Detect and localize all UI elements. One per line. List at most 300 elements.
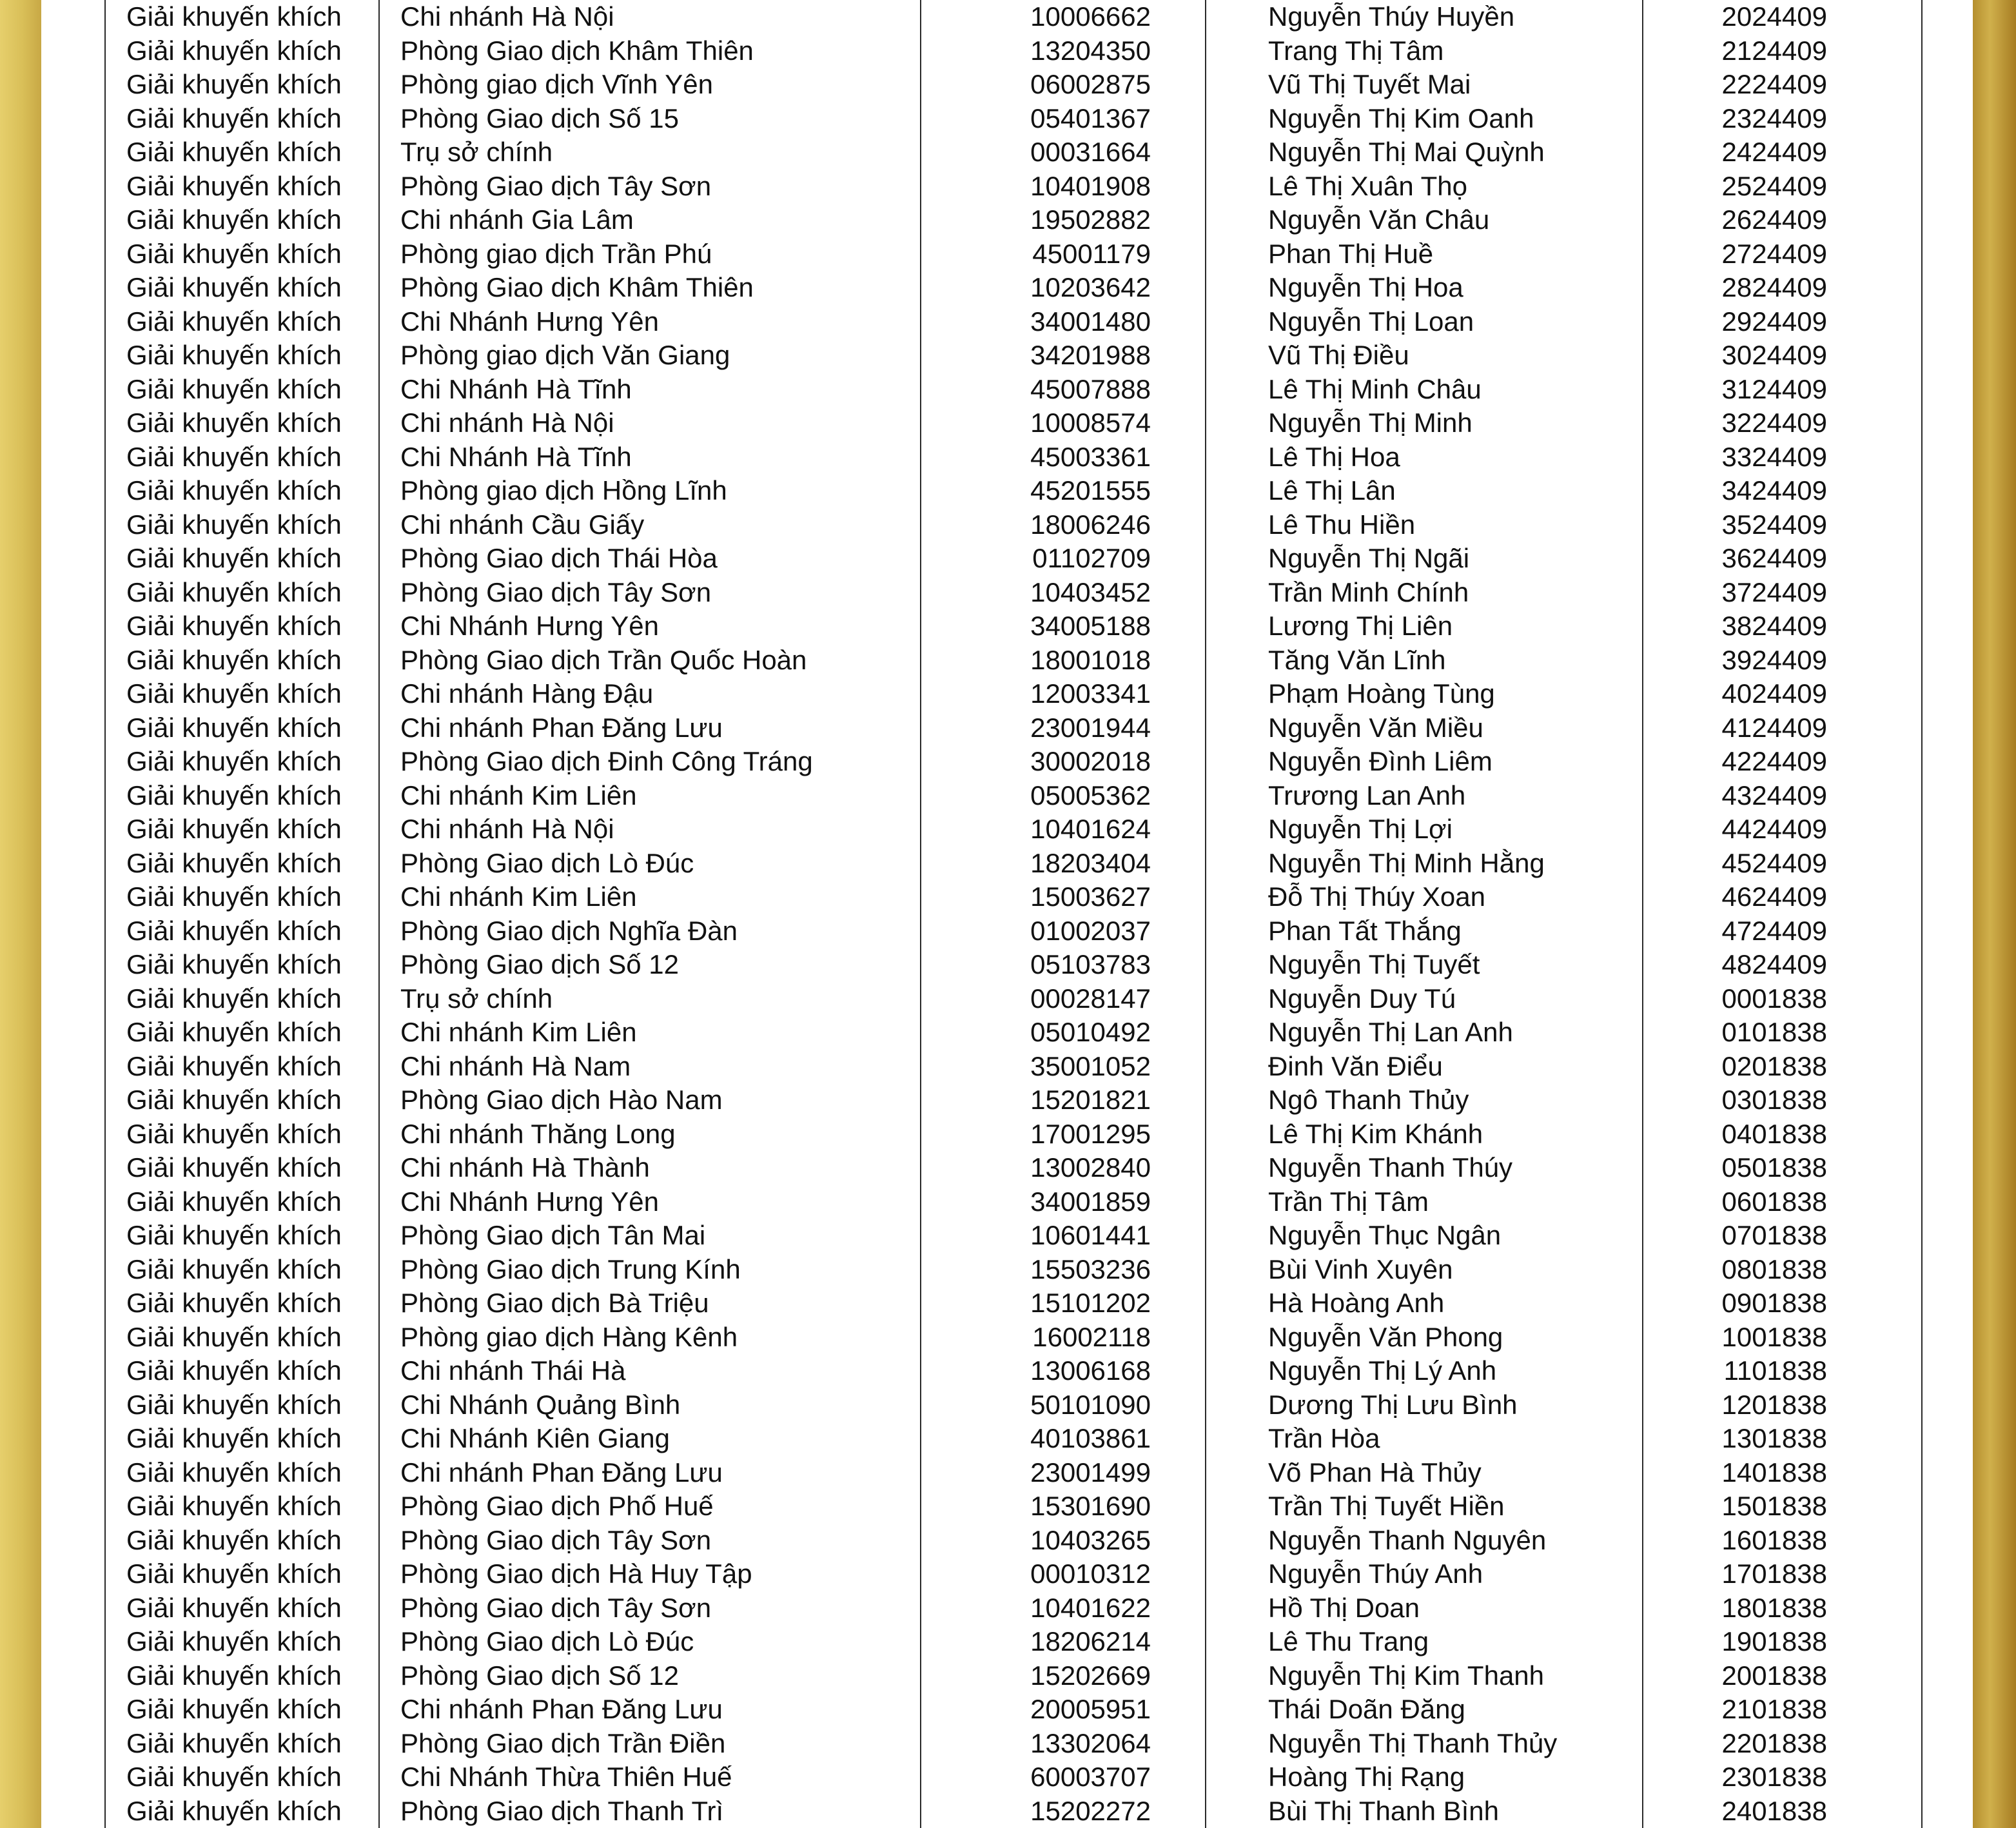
ticket-number-cell: 2024409 [1721,1,1827,32]
branch-cell: Trụ sở chính [400,137,553,168]
prize-cell: Giải khuyến khích [126,847,342,878]
ticket-number-cell: 0501838 [1721,1152,1827,1183]
table-row [104,1693,1923,1727]
prize-cell: Giải khuyến khích [126,408,342,438]
code-cell: 10401908 [1030,170,1151,201]
code-cell: 34005188 [1030,611,1151,642]
ticket-number-cell: 1701838 [1721,1558,1827,1589]
prize-cell: Giải khuyến khích [126,1,342,32]
code-cell: 34001480 [1030,306,1151,337]
code-cell: 05401367 [1030,103,1151,133]
branch-cell: Phòng Giao dịch Tân Mai [400,1220,706,1251]
prize-cell: Giải khuyến khích [126,1457,342,1488]
code-cell: 17001295 [1030,1118,1151,1149]
prize-cell: Giải khuyến khích [126,678,342,709]
code-cell: 01102709 [1032,543,1151,574]
winner-name-cell: Lê Thị Hoa [1268,441,1400,472]
branch-cell: Chi nhánh Hà Nam [400,1050,631,1081]
branch-cell: Phòng giao dịch Trần Phú [400,238,712,269]
table-row [104,880,1923,914]
branch-cell: Phòng Giao dịch Số 15 [400,103,679,133]
prize-cell: Giải khuyến khích [126,1152,342,1183]
winner-name-cell: Nguyễn Đình Liêm [1268,746,1492,777]
winner-name-cell: Nguyễn Thị Lý Anh [1268,1355,1497,1386]
ticket-number-cell: 4424409 [1721,814,1827,845]
branch-cell: Chi nhánh Thăng Long [400,1118,676,1149]
winner-name-cell: Nguyễn Văn Miều [1268,712,1483,743]
code-cell: 10203642 [1030,272,1151,303]
ticket-number-cell: 3724409 [1721,576,1827,607]
code-cell: 05103783 [1030,949,1151,980]
table-row [104,1117,1923,1152]
branch-cell: Phòng Giao dịch Khâm Thiên [400,272,754,303]
branch-cell: Chi Nhánh Quảng Bình [400,1389,681,1420]
prize-cell: Giải khuyến khích [126,1727,342,1758]
table-row [104,1524,1923,1558]
ticket-number-cell: 2624409 [1721,204,1827,235]
table-row [104,170,1923,204]
ticket-number-cell: 1401838 [1721,1457,1827,1488]
code-cell: 30002018 [1030,746,1151,777]
prize-cell: Giải khuyến khích [126,1558,342,1589]
table-row [104,1659,1923,1693]
ticket-number-cell: 1501838 [1721,1491,1827,1522]
ticket-number-cell: 2924409 [1721,306,1827,337]
table-row [104,1286,1923,1321]
table-row [104,914,1923,948]
ticket-number-cell: 2001838 [1721,1660,1827,1691]
table-row [104,237,1923,271]
winner-name-cell: Trần Thị Tâm [1268,1186,1429,1217]
prize-cell: Giải khuyến khích [126,103,342,133]
branch-cell: Phòng Giao dịch Trần Điền [400,1727,726,1758]
ticket-number-cell: 0201838 [1721,1050,1827,1081]
ticket-number-cell: 4824409 [1721,949,1827,980]
table-row [104,1422,1923,1456]
table-row [104,847,1923,881]
winner-name-cell: Lê Thị Kim Khánh [1268,1118,1483,1149]
table-row [104,812,1923,847]
ticket-number-cell: 2124409 [1721,35,1827,66]
winner-name-cell: Nguyễn Thị Tuyết [1268,949,1480,980]
prize-cell: Giải khuyến khích [126,780,342,811]
prize-cell: Giải khuyến khích [126,1491,342,1522]
branch-cell: Chi Nhánh Hưng Yên [400,611,659,642]
table-row [104,948,1923,982]
winner-name-cell: Nguyễn Văn Châu [1268,204,1490,235]
prize-cell: Giải khuyến khích [126,712,342,743]
code-cell: 40103861 [1030,1423,1151,1454]
winner-name-cell: Thái Doãn Đăng [1268,1694,1465,1725]
prize-cell: Giải khuyến khích [126,576,342,607]
ticket-number-cell: 4524409 [1721,847,1827,878]
winner-name-cell: Nguyễn Thúy Anh [1268,1558,1483,1589]
branch-cell: Chi Nhánh Hà Tĩnh [400,441,632,472]
code-cell: 45001179 [1032,238,1151,269]
table-row [104,1016,1923,1050]
branch-cell: Phòng Giao dịch Hào Nam [400,1085,723,1115]
prize-cell: Giải khuyến khích [126,543,342,574]
ticket-number-cell: 1901838 [1721,1626,1827,1657]
winner-name-cell: Trang Thị Tâm [1268,35,1444,66]
branch-cell: Phòng Giao dịch Nghĩa Đàn [400,915,738,946]
table-row [104,1489,1923,1524]
table-row [104,576,1923,610]
table-row [104,271,1923,305]
table-row [104,474,1923,508]
code-cell: 45201555 [1030,475,1151,506]
winner-name-cell: Phan Thị Huề [1268,238,1434,269]
ticket-number-cell: 2324409 [1721,103,1827,133]
winner-name-cell: Nguyễn Văn Phong [1268,1321,1503,1352]
winner-name-cell: Lê Thu Hiền [1268,509,1416,540]
winner-name-cell: Nguyễn Thị Mai Quỳnh [1268,137,1545,168]
winner-name-cell: Nguyễn Thanh Thúy [1268,1152,1513,1183]
table-row [104,1388,1923,1422]
branch-cell: Chi nhánh Cầu Giấy [400,509,645,540]
winner-name-cell: Đinh Văn Điểu [1268,1050,1443,1081]
code-cell: 13302064 [1030,1727,1151,1758]
winner-name-cell: Nguyễn Thị Minh [1268,408,1473,438]
winner-name-cell: Lê Thu Trang [1268,1626,1429,1657]
code-cell: 05010492 [1030,1017,1151,1048]
prize-cell: Giải khuyến khích [126,170,342,201]
prize-cell: Giải khuyến khích [126,983,342,1014]
ticket-number-cell: 3324409 [1721,441,1827,472]
code-cell: 18203404 [1030,847,1151,878]
winner-name-cell: Nguyễn Thị Minh Hằng [1268,847,1545,878]
table-row [104,609,1923,644]
prize-cell: Giải khuyến khích [126,272,342,303]
table-row [104,203,1923,237]
branch-cell: Phòng Giao dịch Lò Đúc [400,1626,694,1657]
table-row [104,779,1923,813]
branch-cell: Phòng Giao dịch Lò Đúc [400,847,694,878]
prize-cell: Giải khuyến khích [126,1423,342,1454]
prize-cell: Giải khuyến khích [126,915,342,946]
ticket-number-cell: 1601838 [1721,1524,1827,1555]
branch-cell: Chi nhánh Hà Nội [400,1,614,32]
winner-name-cell: Nguyễn Thúy Huyền [1268,1,1515,32]
ticket-number-cell: 0601838 [1721,1186,1827,1217]
table-row [104,440,1923,475]
branch-cell: Chi nhánh Hàng Đậu [400,678,654,709]
winner-name-cell: Dương Thị Lưu Bình [1268,1389,1518,1420]
branch-cell: Chi nhánh Thái Hà [400,1355,626,1386]
code-cell: 10601441 [1030,1220,1151,1251]
code-cell: 13204350 [1030,35,1151,66]
prize-cell: Giải khuyến khích [126,69,342,100]
winner-name-cell: Nguyễn Duy Tú [1268,983,1456,1014]
winner-name-cell: Nguyễn Thục Ngân [1268,1220,1502,1251]
code-cell: 10008574 [1030,408,1151,438]
code-cell: 10403452 [1030,576,1151,607]
winner-name-cell: Võ Phan Hà Thủy [1268,1457,1482,1488]
branch-cell: Phòng giao dịch Vĩnh Yên [400,69,713,100]
prize-cell: Giải khuyến khích [126,373,342,404]
prize-cell: Giải khuyến khích [126,1085,342,1115]
branch-cell: Chi nhánh Kim Liên [400,881,637,912]
table-row [104,68,1923,102]
ticket-number-cell: 3524409 [1721,509,1827,540]
table-row [104,305,1923,339]
code-cell: 00028147 [1030,983,1151,1014]
branch-cell: Phòng Giao dịch Bà Triệu [400,1288,709,1319]
ticket-number-cell: 0901838 [1721,1288,1827,1319]
branch-cell: Phòng Giao dịch Trung Kính [400,1253,741,1284]
table-row [104,1794,1923,1828]
prize-cell: Giải khuyến khích [126,1253,342,1284]
code-cell: 10403265 [1030,1524,1151,1555]
branch-cell: Phòng Giao dịch Đinh Công Tráng [400,746,813,777]
table-row [104,373,1923,407]
table-row [104,1727,1923,1761]
ticket-number-cell: 3024409 [1721,340,1827,371]
prize-cell: Giải khuyến khích [126,306,342,337]
branch-cell: Phòng Giao dịch Khâm Thiên [400,35,754,66]
ticket-number-cell: 1001838 [1721,1321,1827,1352]
branch-cell: Phòng Giao dịch Tây Sơn [400,1592,712,1623]
prize-cell: Giải khuyến khích [126,814,342,845]
prize-cell: Giải khuyến khích [126,746,342,777]
code-cell: 18001018 [1030,644,1151,675]
table-row [104,1760,1923,1794]
prize-cell: Giải khuyến khích [126,1592,342,1623]
prize-cell: Giải khuyến khích [126,1288,342,1319]
table-row [104,1591,1923,1626]
table-row [104,1185,1923,1219]
code-cell: 34201988 [1030,340,1151,371]
winner-name-cell: Trương Lan Anh [1268,780,1466,811]
code-cell: 15003627 [1030,881,1151,912]
winner-name-cell: Vũ Thị Điều [1268,340,1409,371]
winner-name-cell: Nguyễn Thị Lan Anh [1268,1017,1513,1048]
ticket-number-cell: 2301838 [1721,1762,1827,1793]
code-cell: 15503236 [1030,1253,1151,1284]
branch-cell: Chi nhánh Phan Đăng Lưu [400,712,723,743]
branch-cell: Chi Nhánh Thừa Thiên Huế [400,1762,732,1793]
branch-cell: Phòng Giao dịch Hà Huy Tập [400,1558,752,1589]
ticket-number-cell: 4624409 [1721,881,1827,912]
table-row [104,1557,1923,1591]
prize-cell: Giải khuyến khích [126,441,342,472]
code-cell: 34001859 [1030,1186,1151,1217]
table-row [104,0,1923,34]
branch-cell: Phòng Giao dịch Trần Quốc Hoàn [400,644,807,675]
code-cell: 19502882 [1030,204,1151,235]
code-cell: 13002840 [1030,1152,1151,1183]
winner-name-cell: Nguyễn Thị Kim Thanh [1268,1660,1545,1691]
code-cell: 15202669 [1030,1660,1151,1691]
winner-name-cell: Lê Thị Lân [1268,475,1396,506]
branch-cell: Chi nhánh Kim Liên [400,780,637,811]
code-cell: 16002118 [1032,1321,1151,1352]
ticket-number-cell: 4024409 [1721,678,1827,709]
ticket-number-cell: 2201838 [1721,1727,1827,1758]
branch-cell: Trụ sở chính [400,983,553,1014]
branch-cell: Chi nhánh Phan Đăng Lưu [400,1457,723,1488]
code-cell: 15202272 [1030,1795,1151,1826]
prize-cell: Giải khuyến khích [126,881,342,912]
ticket-number-cell: 4324409 [1721,780,1827,811]
table-row [104,1253,1923,1287]
ticket-number-cell: 3424409 [1721,475,1827,506]
prize-cell: Giải khuyến khích [126,204,342,235]
ticket-number-cell: 2101838 [1721,1694,1827,1725]
ticket-number-cell: 0401838 [1721,1118,1827,1149]
code-cell: 23001499 [1030,1457,1151,1488]
code-cell: 15301690 [1030,1491,1151,1522]
branch-cell: Phòng giao dịch Hồng Lĩnh [400,475,727,506]
prize-cell: Giải khuyến khích [126,1524,342,1555]
prize-cell: Giải khuyến khích [126,1762,342,1793]
winner-name-cell: Trần Thị Tuyết Hiền [1268,1491,1505,1522]
ticket-number-cell: 1101838 [1723,1355,1827,1386]
ticket-number-cell: 0101838 [1721,1017,1827,1048]
table-row [104,745,1923,779]
winner-name-cell: Ngô Thanh Thủy [1268,1085,1469,1115]
winner-name-cell: Lê Thị Minh Châu [1268,373,1482,404]
table-row [104,1219,1923,1253]
prize-cell: Giải khuyến khích [126,475,342,506]
ticket-number-cell: 1201838 [1721,1389,1827,1420]
code-cell: 35001052 [1030,1050,1151,1081]
table-row [104,508,1923,542]
ticket-number-cell: 3824409 [1721,611,1827,642]
branch-cell: Phòng Giao dịch Thanh Trì [400,1795,724,1826]
branch-cell: Phòng Giao dịch Số 12 [400,949,679,980]
code-cell: 20005951 [1030,1694,1151,1725]
branch-cell: Chi nhánh Hà Nội [400,814,614,845]
ticket-number-cell: 0701838 [1721,1220,1827,1251]
prize-cell: Giải khuyến khích [126,35,342,66]
branch-cell: Chi Nhánh Kiên Giang [400,1423,670,1454]
code-cell: 10401624 [1030,814,1151,845]
winner-name-cell: Nguyễn Thị Kim Oanh [1268,103,1534,133]
prize-cell: Giải khuyến khích [126,1660,342,1691]
code-cell: 00031664 [1030,137,1151,168]
prize-table [104,0,1923,1828]
ticket-number-cell: 1801838 [1721,1592,1827,1623]
code-cell: 15201821 [1030,1085,1151,1115]
ticket-number-cell: 3224409 [1721,408,1827,438]
winner-name-cell: Nguyễn Thị Thanh Thủy [1268,1727,1558,1758]
ticket-number-cell: 2824409 [1721,272,1827,303]
table-row [104,1456,1923,1490]
prize-cell: Giải khuyến khích [126,1186,342,1217]
ticket-number-cell: 4724409 [1721,915,1827,946]
ticket-number-cell: 0801838 [1721,1253,1827,1284]
winner-name-cell: Lương Thị Liên [1268,611,1453,642]
branch-cell: Chi nhánh Kim Liên [400,1017,637,1048]
branch-cell: Chi nhánh Phan Đăng Lưu [400,1694,723,1725]
winner-name-cell: Bùi Vinh Xuyên [1268,1253,1453,1284]
winner-name-cell: Nguyễn Thanh Nguyên [1268,1524,1547,1555]
ticket-number-cell: 2724409 [1721,238,1827,269]
branch-cell: Chi nhánh Gia Lâm [400,204,634,235]
prize-winners-table [104,0,1923,1828]
ticket-number-cell: 1301838 [1721,1423,1827,1454]
prize-cell: Giải khuyến khích [126,644,342,675]
code-cell: 15101202 [1030,1288,1151,1319]
winner-name-cell: Nguyễn Thị Loan [1268,306,1474,337]
code-cell: 23001944 [1030,712,1151,743]
code-cell: 13006168 [1030,1355,1151,1386]
winner-name-cell: Phan Tất Thắng [1268,915,1462,946]
prize-cell: Giải khuyến khích [126,1389,342,1420]
code-cell: 45007888 [1030,373,1151,404]
branch-cell: Chi Nhánh Hà Tĩnh [400,373,632,404]
prize-cell: Giải khuyến khích [126,1626,342,1657]
table-row [104,1625,1923,1659]
winner-name-cell: Hồ Thị Doan [1268,1592,1420,1623]
prize-cell: Giải khuyến khích [126,1118,342,1149]
prize-cell: Giải khuyến khích [126,1017,342,1048]
prize-cell: Giải khuyến khích [126,1220,342,1251]
table-row [104,135,1923,170]
branch-cell: Phòng Giao dịch Phố Huế [400,1491,714,1522]
prize-cell: Giải khuyến khích [126,509,342,540]
table-row [104,34,1923,68]
branch-cell: Chi Nhánh Hưng Yên [400,1186,659,1217]
branch-cell: Chi Nhánh Hưng Yên [400,306,659,337]
prize-cell: Giải khuyến khích [126,1694,342,1725]
branch-cell: Phòng giao dịch Hàng Kênh [400,1321,738,1352]
branch-cell: Phòng Giao dịch Tây Sơn [400,1524,712,1555]
code-cell: 12003341 [1030,678,1151,709]
ticket-number-cell: 2424409 [1721,137,1827,168]
winner-name-cell: Nguyễn Thị Ngãi [1268,543,1470,574]
winner-name-cell: Phạm Hoàng Tùng [1268,678,1495,709]
table-row [104,1151,1923,1185]
prize-cell: Giải khuyến khích [126,340,342,371]
branch-cell: Phòng Giao dịch Tây Sơn [400,170,712,201]
code-cell: 18206214 [1030,1626,1151,1657]
prize-cell: Giải khuyến khích [126,238,342,269]
branch-cell: Phòng giao dịch Văn Giang [400,340,730,371]
prize-cell: Giải khuyến khích [126,1321,342,1352]
code-cell: 18006246 [1030,509,1151,540]
prize-cell: Giải khuyến khích [126,1050,342,1081]
table-body [104,0,1923,1828]
ticket-number-cell: 2401838 [1721,1795,1827,1826]
winner-name-cell: Vũ Thị Tuyết Mai [1268,69,1471,100]
code-cell: 60003707 [1030,1762,1151,1793]
prize-cell: Giải khuyến khích [126,611,342,642]
table-row [104,339,1923,373]
ticket-number-cell: 2524409 [1721,170,1827,201]
winner-name-cell: Trần Hòa [1268,1423,1380,1454]
table-row [104,1321,1923,1355]
ticket-number-cell: 0301838 [1721,1085,1827,1115]
code-cell: 00010312 [1030,1558,1151,1589]
code-cell: 01002037 [1030,915,1151,946]
winner-name-cell: Bùi Thị Thanh Bình [1268,1795,1500,1826]
branch-cell: Phòng Giao dịch Tây Sơn [400,576,712,607]
ticket-number-cell: 3924409 [1721,644,1827,675]
code-cell: 10401622 [1030,1592,1151,1623]
winner-name-cell: Đỗ Thị Thúy Xoan [1268,881,1485,912]
table-row [104,1354,1923,1388]
table-row [104,542,1923,576]
ticket-number-cell: 3624409 [1721,543,1827,574]
ticket-number-cell: 4124409 [1721,712,1827,743]
gold-frame-left [0,0,41,1828]
table-row [104,1083,1923,1117]
table-row [104,406,1923,440]
prize-cell: Giải khuyến khích [126,137,342,168]
table-row [104,711,1923,745]
